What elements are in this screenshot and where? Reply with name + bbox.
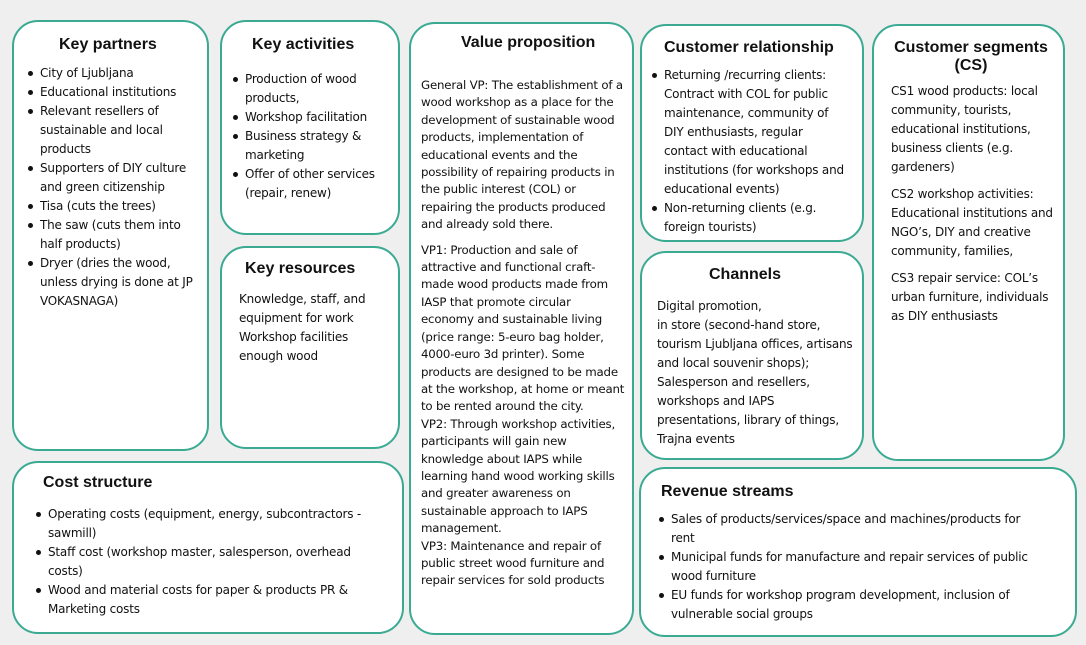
key-activities-title: Key activities — [252, 36, 355, 53]
vp3: VP3: Maintenance and repair of public street wood furniture and repair services for sold products — [421, 538, 605, 588]
key-resources-title: Key resources — [245, 260, 356, 277]
list-item: City of Ljubljana — [28, 64, 198, 83]
list-item: Returning /recurring clients: Contract with COL for public maintenance, community of DIY enthusiasts, regular contact with educational institutions (for workshops and educational events) — [652, 66, 848, 199]
list-item: Supporters of DIY culture and green citizenship — [28, 159, 198, 197]
list-item: Educational institutions — [28, 83, 198, 102]
channels-line: in store (second-hand store, tourism Ljubljana offices, artisans and local souvenir shops); Salesperson and resellers, workshops and IAPS presentations, library of things, Trajna events — [657, 318, 853, 446]
list-item: Relevant resellers of sustainable and local products — [28, 102, 198, 159]
list-item: Non-returning clients (e.g. foreign tourists) — [652, 199, 848, 237]
cost-structure-title: Cost structure — [43, 474, 153, 491]
value-proposition-box — [409, 22, 634, 635]
channels-line: Digital promotion, — [657, 299, 762, 313]
vp1: VP1: Production and sale of attractive and functional craft-made wood products made from IASP that promote circular economy and sustainable living (price range: 5-euro bag holder, 4000-euro 3d printer). Some products are designed to be made at the workshop, at home or meant to be rented around the city. — [421, 242, 625, 414]
customer-segments-box — [872, 24, 1065, 461]
revenue-streams-box — [639, 467, 1077, 637]
list-item: Offer of other services (repair, renew) — [233, 165, 393, 203]
vp2: VP2: Through workshop activities, participants will gain new knowledge about IAPS while learning hand wood working skills and greater awareness on sustainable approach to IAPS management. — [421, 416, 616, 536]
channels-text — [657, 297, 853, 449]
customer-relationship-title: Customer relationship — [664, 39, 834, 56]
value-proposition-text — [421, 77, 626, 590]
key-resources-box — [220, 246, 400, 449]
revenue-streams-title: Revenue streams — [661, 483, 794, 500]
list-item: Wood and material costs for paper & products PR & Marketing costs — [36, 581, 368, 619]
list-item: Dryer (dries the wood, unless drying is done at JP VOKASNAGA) — [28, 254, 198, 311]
customer-segments-title: Customer segments (CS) — [894, 39, 1048, 74]
list-item: The saw (cuts them into half products) — [28, 216, 198, 254]
key-activities-list — [233, 70, 393, 203]
key-resources-text — [239, 290, 389, 366]
cost-structure-box — [12, 461, 404, 634]
customer-segments-text — [891, 82, 1057, 326]
cost-structure-list — [36, 505, 368, 619]
list-item: Tisa (cuts the trees) — [28, 197, 198, 216]
cs1: CS1 wood products: local community, tourists, educational institutions, business clients (e.g. gardeners) — [891, 84, 1038, 174]
channels-box — [640, 251, 864, 460]
key-resources-line: enough wood — [239, 349, 318, 363]
list-item: Sales of products/services/space and machines/products for rent — [659, 510, 1039, 548]
vp-general: General VP: The establishment of a wood workshop as a place for the development of sustainable wood products, implementation of educational events and the possibility of repairing products in the public interest (COL) or repairing the products produced and already sold there. — [421, 78, 623, 232]
list-item: Business strategy & marketing — [233, 127, 393, 165]
key-resources-line: Workshop facilities — [239, 330, 349, 344]
cs2: CS2 workshop activities: Educational institutions and NGO’s, DIY and creative community, families, — [891, 187, 1053, 258]
revenue-streams-list — [659, 510, 1039, 624]
list-item: Municipal funds for manufacture and repair services of public wood furniture — [659, 548, 1039, 586]
list-item: Operating costs (equipment, energy, subcontractors - sawmill) — [36, 505, 368, 543]
list-item: EU funds for workshop program development, inclusion of vulnerable social groups — [659, 586, 1039, 624]
key-partners-box — [12, 20, 209, 451]
cs3: CS3 repair service: COL’s urban furniture, individuals as DIY enthusiasts — [891, 271, 1049, 323]
value-proposition-title: Value proposition — [461, 34, 596, 51]
key-partners-title: Key partners — [59, 36, 157, 53]
customer-relationship-list — [652, 66, 848, 237]
list-item: Staff cost (workshop master, salesperson, overhead costs) — [36, 543, 368, 581]
list-item: Production of wood products, — [233, 70, 393, 108]
customer-relationship-box — [640, 24, 864, 242]
list-item: Workshop facilitation — [233, 108, 393, 127]
channels-title: Channels — [709, 266, 782, 283]
key-partners-list — [28, 64, 198, 311]
key-resources-line: Knowledge, staff, and equipment for work — [239, 292, 366, 325]
key-activities-box — [220, 20, 400, 235]
